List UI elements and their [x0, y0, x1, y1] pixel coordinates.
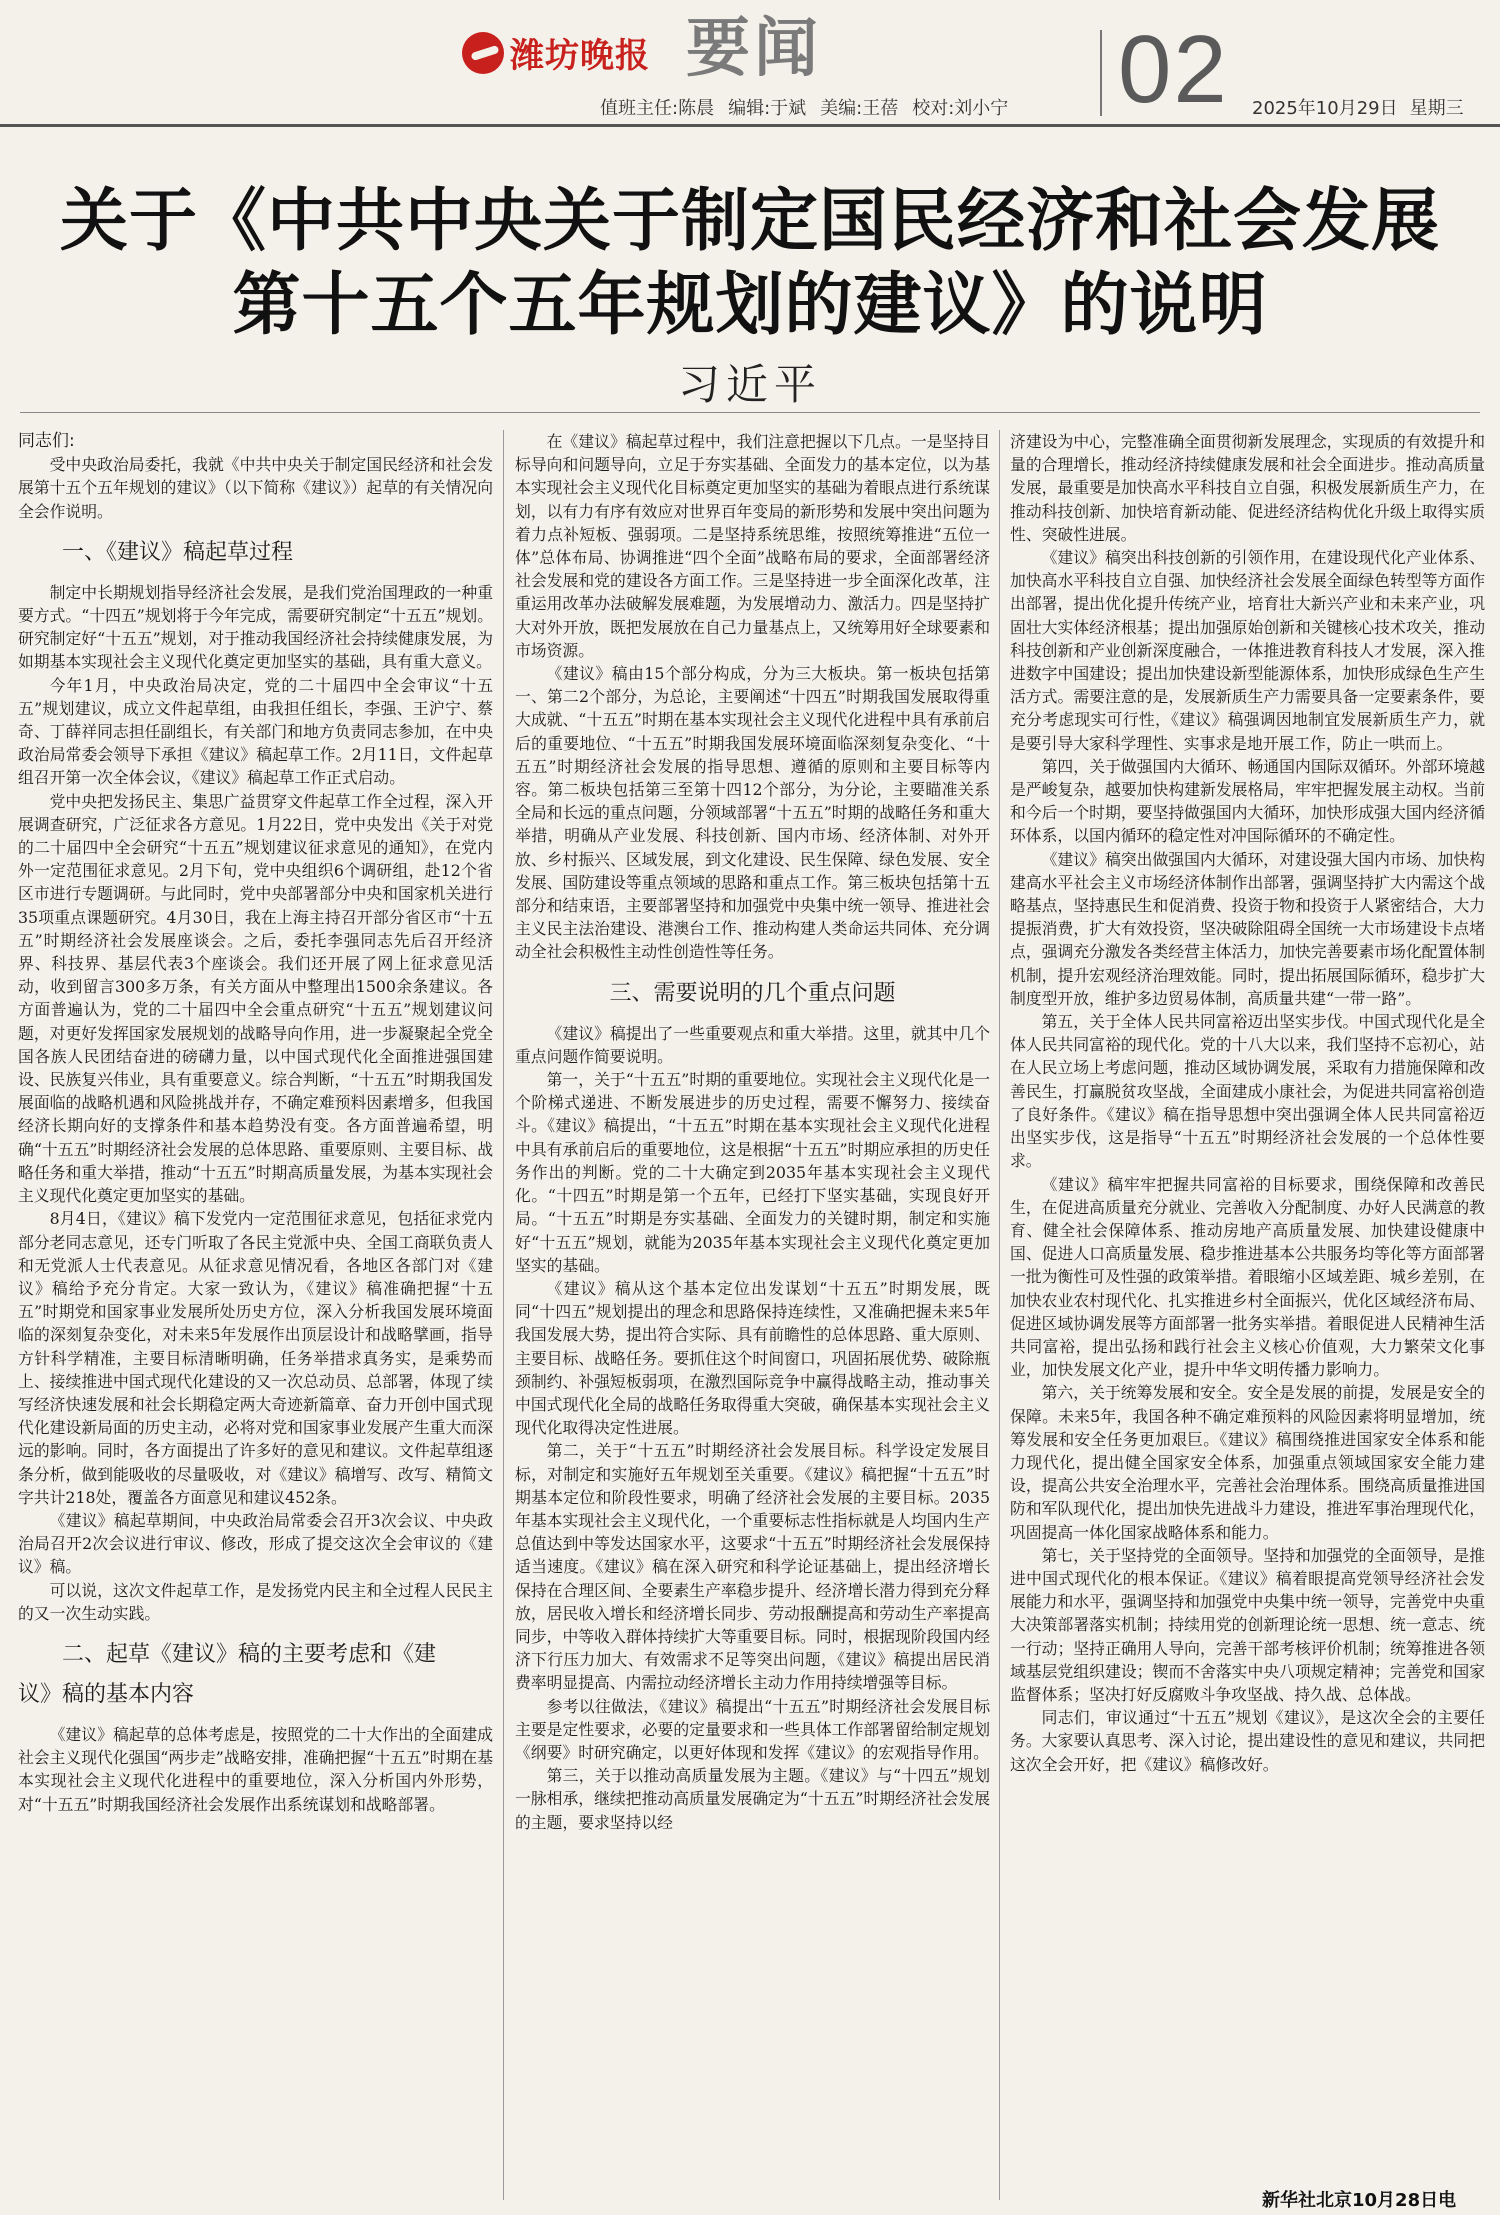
paragraph: 《建议》稿起草的总体考虑是，按照党的二十大作出的全面建成社会主义现代化强国“两步走”战略安排，准确把握“十五五”时期在基本实现社会主义现代化进程中的重要地位，深入分析国内外形势，对“十五五”时期我国经济社会发展作出系统谋划和战略部署。: [18, 1724, 493, 1814]
paragraph: 今年1月，中央政治局决定，党的二十届四中全会审议“十五五”规划建议，成立文件起草组，由我担任组长，李强、王沪宁、蔡奇、丁薛祥同志担任副组长，有关部门和地方负责同志参加，在中央政治局常委会领导下承担《建议》稿起草工作。2月11日，文件起草组召开第一次全体会议，《建议》稿起草工作正式启动。: [18, 675, 493, 788]
section-heading-2b: 议》稿的基本内容: [18, 1681, 195, 1707]
paragraph: 参考以往做法，《建议》稿提出“十五五”时期经济社会发展目标主要是定性要求，必要的定量要求和一些具体工作部署留给制定规划《纲要》时研究确定，以更好体现和发挥《建议》的宏观指导作用。: [515, 1696, 990, 1762]
masthead-divider: [1100, 30, 1102, 116]
paragraph: 《建议》稿从这个基本定位出发谋划“十五五”时期发展，既同“十四五”规划提出的理念和思路保持连续性，又准确把握未来5年我国发展大势，提出符合实际、具有前瞻性的总体思路、重大原则、主要目标、战略任务。要抓住这个时间窗口，巩固拓展优势、破除瓶颈制约、补强短板弱项，在激烈国际竞争中赢得战略主动，推动事关中国式现代化全局的战略任务取得重大突破，确保基本实现社会主义现代化取得决定性进展。: [515, 1278, 990, 1438]
paper-name: 潍坊晚报: [510, 36, 650, 76]
title-line-2: 第十五个五年规划的建议》的说明: [232, 266, 1268, 345]
paragraph: 党中央把发扬民主、集思广益贯穿文件起草工作全过程，深入开展调查研究，广泛征求各方意见。1月22日，党中央发出《关于对党的二十届四中全会研究“十五五”规划建议征求意见的通知》，在党内外一定范围征求意见。2月下旬，党中央组织6个调研组，赴12个省区市进行专题调研。与此同时，党中央部署部分中央和国家机关进行35项重点课题研究。4月30日，我在上海主持召开部分省区市“十五五”时期经济社会发展座谈会。之后，委托李强同志先后召开经济界、科技界、基层代表3个座谈会。我们还开展了网上征求意见活动，收到留言300多万条，有关方面从中整理出1500余条建议。各方面普遍认为，党的二十届四中全会重点研究“十五五”规划建议问题，对更好发挥国家发展规划的战略导向作用，进一步凝聚起全党全国各族人民团结奋进的磅礴力量，以中国式现代化全面推进强国建设、民族复兴伟业，具有重要意义。综合判断，“十五五”时期我国发展面临的战略机遇和风险挑战并存，不确定难预料因素增多，但我国经济长期向好的支撑条件和基本趋势没有变。各方面普遍希望，明确“十五五”时期经济社会发展的总体思路、重要原则、主要目标、战略任务和重大举措，推动“十五五”时期高质量发展，为基本实现社会主义现代化奠定更加坚实的基础。: [18, 791, 493, 1206]
paragraph: 《建议》稿由15个部分构成，分为三大板块。第一板块包括第一、第二2个部分，为总论，主要阐述“十四五”时期我国发展取得重大成就、“十五五”时期在基本实现社会主义现代化进程中具有承前启后的重要地位、“十五五”时期我国发展环境面临深刻复杂变化、“十五五”时期经济社会发展的指导思想、遵循的原则和主要目标等内容。第二板块包括第三至第十四12个部分，为分论，主要瞄准关系全局和长远的重点问题，分领域部署“十五五”时期的战略任务和重大举措，明确从产业发展、科技创新、国内市场、经济体制、对外开放、乡村振兴、区域发展，到文化建设、民生保障、绿色发展、安全发展、国防建设等重点领域的思路和重点工作。第三板块包括第十五部分和结束语，主要部署坚持和加强党中央集中统一领导、推进社会主义民主法治建设、港澳台工作、推动构建人类命运共同体、充分调动全社会积极性主动性创造性等任务。: [515, 664, 990, 962]
paragraph: 《建议》稿牢牢把握共同富裕的目标要求，围绕保障和改善民生，在促进高质量充分就业、完善收入分配制度、办好人民满意的教育、健全社会保障体系、推动房地产高质量发展、加快建设健康中国、促进人口高质量发展、稳步推进基本公共服务均等化等方面部署一批为衡性可及性强的政策举措。着眼缩小区域差距、城乡差别，在加快农业农村现代化、扎实推进乡村全面振兴，优化区域经济布局、促进区域协调发展等方面部署一批务实举措。着眼促进人民精神生活共同富裕，提出弘扬和践行社会主义核心价值观，大力繁荣文化事业，加快发展文化产业，提升中华文明传播力影响力。: [1010, 1174, 1485, 1380]
credit-proofreader: 校对:刘小宁: [912, 98, 1009, 119]
title-line-1: 关于《中共中央关于制定国民经济和社会发展: [59, 182, 1440, 261]
paragraph: 第六，关于统筹发展和安全。安全是发展的前提，发展是安全的保障。未来5年，我国各种不确定难预料的风险因素将明显增加，统筹发展和安全任务更加艰巨。《建议》稿围绕推进国家安全体系和能力现代化，提出健全国家安全体系，加强重点领域国家安全能力建设，提高公共安全治理水平，完善社会治理体系。围绕高质量推进国防和军队现代化，提出加快先进战斗力建设，推进军事治理现代化，巩固提高一体化国家战略体系和能力。: [1010, 1383, 1485, 1542]
paragraph: 济建设为中心，完整准确全面贯彻新发展理念，实现质的有效提升和量的合理增长，推动经济持续健康发展和社会全面进步。推动高质量发展，最重要是加快高水平科技自立自强，积极发展新质生产力，在推动科技创新、加快培育新动能、促进经济结构优化升级上取得实质性、突破性进展。: [1010, 432, 1485, 544]
paragraph: 第五，关于全体人民共同富裕迈出坚实步伐。中国式现代化是全体人民共同富裕的现代化。党的十八大以来，我们坚持不忘初心，站在人民立场上考虑问题，推动区域协调发展，采取有力措施保障和改善民生，打赢脱贫攻坚战，全面建成小康社会，为促进共同富裕创造了良好条件。《建议》稿在指导思想中突出强调全体人民共同富裕迈出坚实步伐，这是指导“十五五”时期经济社会发展的一个总体性要求。: [1010, 1012, 1485, 1171]
issue-weekday: 星期三: [1409, 98, 1464, 119]
section-heading-3: 三、需要说明的几个重点问题: [609, 980, 896, 1006]
article-author: 习近平: [677, 360, 822, 409]
column-divider: [999, 430, 1000, 2200]
paragraph: 《建议》稿提出了一些重要观点和重大举措。这里，就其中几个重点问题作简要说明。: [515, 1023, 990, 1066]
paragraph: 8月4日，《建议》稿下发党内一定范围征求意见，包括征求党内部分老同志意见，还专门听取了各民主党派中央、全国工商联负责人和无党派人士代表意见。从征求意见情况看，各地区各部门对《建议》稿给予充分肯定。大家一致认为，《建议》稿准确把握“十五五”时期党和国家事业发展所处历史方位，深入分析我国发展环境面临的深刻复杂变化，对未来5年发展作出顶层设计和战略擘画，指导方针科学精准，主要目标清晰明确，任务举措求真务实，是乘势而上、接续推进中国式现代化建设的又一次总动员、总部署，体现了续写经济快速发展和社会长期稳定两大奇迹新篇章、奋力开创中国式现代化建设新局面的历史主动，必将对党和国家事业发展产生重大而深远的影响。同时，各方面提出了许多好的意见和建议。文件起草组逐条分析，做到能吸收的尽量吸收，对《建议》稿增写、改写、精简文字共计218处，覆盖各方面意见和建议452条。: [18, 1209, 493, 1507]
news-agency-credit: 新华社北京10月28日电: [1262, 2190, 1457, 2211]
paragraph: 在《建议》稿起草过程中，我们注意把握以下几点。一是坚持目标导向和问题导向，立足于夯实基础、全面发力的基本定位，以为基本实现社会主义现代化目标奠定更加坚实的基础为着眼点进行系统谋划，以有力有序有效应对世界百年变局的新形势和发展中突出问题为着力点补短板、强弱项。二是坚持系统思维，按照统筹推进“五位一体”总体布局、协调推进“四个全面”战略布局的要求，全面部署经济社会发展和党的建设各方面工作。三是坚持进一步全面深化改革，注重运用改革办法破解发展难题，为发展增动力、激活力。四是坚持扩大对外开放，既把发展放在自己力量基点上，又统筹用好全球要素和市场资源。: [515, 432, 990, 660]
masthead: [0, 0, 1500, 123]
paragraph: 第一，关于“十五五”时期的重要地位。实现社会主义现代化是一个阶梯式递进、不断发展进步的历史过程，需要不懈努力、接续奋斗。《建议》稿提出，“十五五”时期在基本实现社会主义现代化进程中具有承前启后的重要地位，这是根据“十五五”时期应承担的历史任务作出的判断。党的二十大确定到2035年基本实现社会主义现代化。“十四五”时期是第一个五年，已经打下坚实基础，实现良好开局。“十五五”时期是夯实基础、全面发力的关键时期，制定和实施好“十五五”规划，就能为2035年基本实现社会主义现代化奠定更加坚实的基础。: [515, 1070, 990, 1275]
title-rule: [20, 412, 1480, 413]
paper-logo-icon: [462, 32, 504, 74]
paragraph: 第七，关于坚持党的全面领导。坚持和加强党的全面领导，是推进中国式现代化的根本保证。《建议》稿着眼提高党领导经济社会发展能力和水平，强调坚持和加强党中央集中统一领导，完善党中央重大决策部署落实机制；持续用党的创新理论统一思想、统一意志、统一行动；坚持正确用人导向，完善干部考核评价机制；统筹推进各领域基层党组织建设；锲而不舍落实中央八项规定精神；完善党和国家监督体系；坚决打好反腐败斗争攻坚战、持久战、总体战。: [1010, 1545, 1485, 1704]
salutation: 同志们:: [18, 431, 75, 451]
section-title: 要闻: [686, 12, 822, 86]
column-divider: [503, 430, 504, 2200]
paragraph: 可以说，这次文件起草工作，是发扬党内民主和全过程人民民主的又一次生动实践。: [18, 1580, 493, 1623]
credit-art-editor: 美编:王蓓: [820, 98, 899, 119]
paragraph: 《建议》稿突出做强国内大循环，对建设强大国内市场、加快构建高水平社会主义市场经济体制作出部署，强调坚持扩大内需这个战略基点，坚持惠民生和促消费、投资于物和投资于人紧密结合，大力提振消费，扩大有效投资，坚决破除阻碍全国统一大市场建设卡点堵点，强调充分激发各类经营主体活力，加快完善要素市场化配置体制机制，提升宏观经济治理效能。同时，提出拓展国际循环，稳步扩大制度型开放，维护多边贸易体制，高质量共建“一带一路”。: [1010, 849, 1485, 1008]
dateline: [1252, 94, 1476, 120]
credit-editor: 编辑:于斌: [728, 98, 807, 119]
section-heading-2a: 二、起草《建议》稿的主要考虑和《建: [62, 1641, 437, 1667]
section-heading-1: 一、《建议》稿起草过程: [62, 539, 294, 565]
issue-date: 2025年10月29日: [1252, 98, 1398, 119]
paragraph: 第三，关于以推动高质量发展为主题。《建议》与“十四五”规划一脉相承，继续把推动高质量发展确定为“十五五”时期经济社会发展的主题，要求坚持以经: [515, 1766, 990, 1832]
paragraph: 第二，关于“十五五”时期经济社会发展目标。科学设定发展目标，对制定和实施好五年规划至关重要。《建议》稿把握“十五五”时期基本定位和阶段性要求，明确了经济社会发展的主要目标。2035年基本实现社会主义现代化，一个重要标志性指标就是人均国内生产总值达到中等发达国家水平，这要求“十五五”时期经济社会发展保持适当速度。《建议》稿在深入研究和科学论证基础上，提出经济增长保持在合理区间、全要素生产率稳步提升、经济增长潜力得到充分释放，居民收入增长和经济增长同步、劳动报酬提高和劳动生产率提高同步，中等收入群体持续扩大等重要目标。同时，根据现阶段国内经济下行压力加大、有效需求不足等突出问题，《建议》稿提出居民消费率明显提高、内需拉动经济增长主动力作用持续增强等目标。: [515, 1441, 990, 1693]
masthead-rule: [0, 124, 1500, 127]
paragraph: 制定中长期规划指导经济社会发展，是我们党治国理政的一种重要方式。“十四五”规划将于今年完成，需要研究制定“十五五”规划。研究制定好“十五五”规划，对于推动我国经济社会持续健康发展，为如期基本实现社会主义现代化奠定更加坚实的基础，具有重大意义。: [18, 582, 493, 672]
article-column-3: [1010, 430, 1485, 1776]
paragraph: 第四，关于做强国内大循环、畅通国内国际双循环。外部环境越是严峻复杂，越要加快构建新发展格局，牢牢把握发展主动权。当前和今后一个时期，要坚持做强国内大循环，加快形成强大国内经济循环体系，以国内循环的稳定性对冲国际循环的不确定性。: [1010, 756, 1485, 846]
article-column-1: [18, 430, 493, 1816]
article-column-2: [515, 430, 990, 1834]
paragraph: 《建议》稿起草期间，中央政治局常委会召开3次会议、中央政治局召开2次会议进行审议、修改，形成了提交这次全会审议的《建议》稿。: [18, 1510, 493, 1577]
paragraph: 同志们，审议通过“十五五”规划《建议》，是这次全会的主要任务。大家要认真思考、深入讨论，提出建设性的意见和建议，共同把这次全会开好，把《建议》稿修改好。: [1010, 1708, 1485, 1774]
paragraph: 《建议》稿突出科技创新的引领作用，在建设现代化产业体系、加快高水平科技自立自强、加快经济社会发展全面绿色转型等方面作出部署，提出优化提升传统产业，培育壮大新兴产业和未来产业，巩固壮大实体经济根基；提出加强原始创新和关键核心技术攻关，推动科技创新和产业创新深度融合，一体推进教育科技人才发展，深入推进数字中国建设；提出加快建设新型能源体系，加快形成绿色生产生活方式。需要注意的是，发展新质生产力需要具备一定要素条件，要充分考虑现实可行性，《建议》稿强调因地制宜发展新质生产力，就是要引导大家科学理性、实事求是地开展工作，防止一哄而上。: [1010, 548, 1485, 753]
editor-credits: [600, 94, 1022, 120]
paragraph: 受中央政治局委托，我就《中共中央关于制定国民经济和社会发展第十五个五年规划的建议》（以下简称《建议》）起草的有关情况向全会作说明。: [18, 455, 493, 521]
paper-logo: [462, 28, 650, 77]
credit-duty-chief: 值班主任:陈晨: [600, 98, 715, 119]
page-number: 02: [1118, 16, 1229, 123]
article-title: [0, 180, 1500, 348]
